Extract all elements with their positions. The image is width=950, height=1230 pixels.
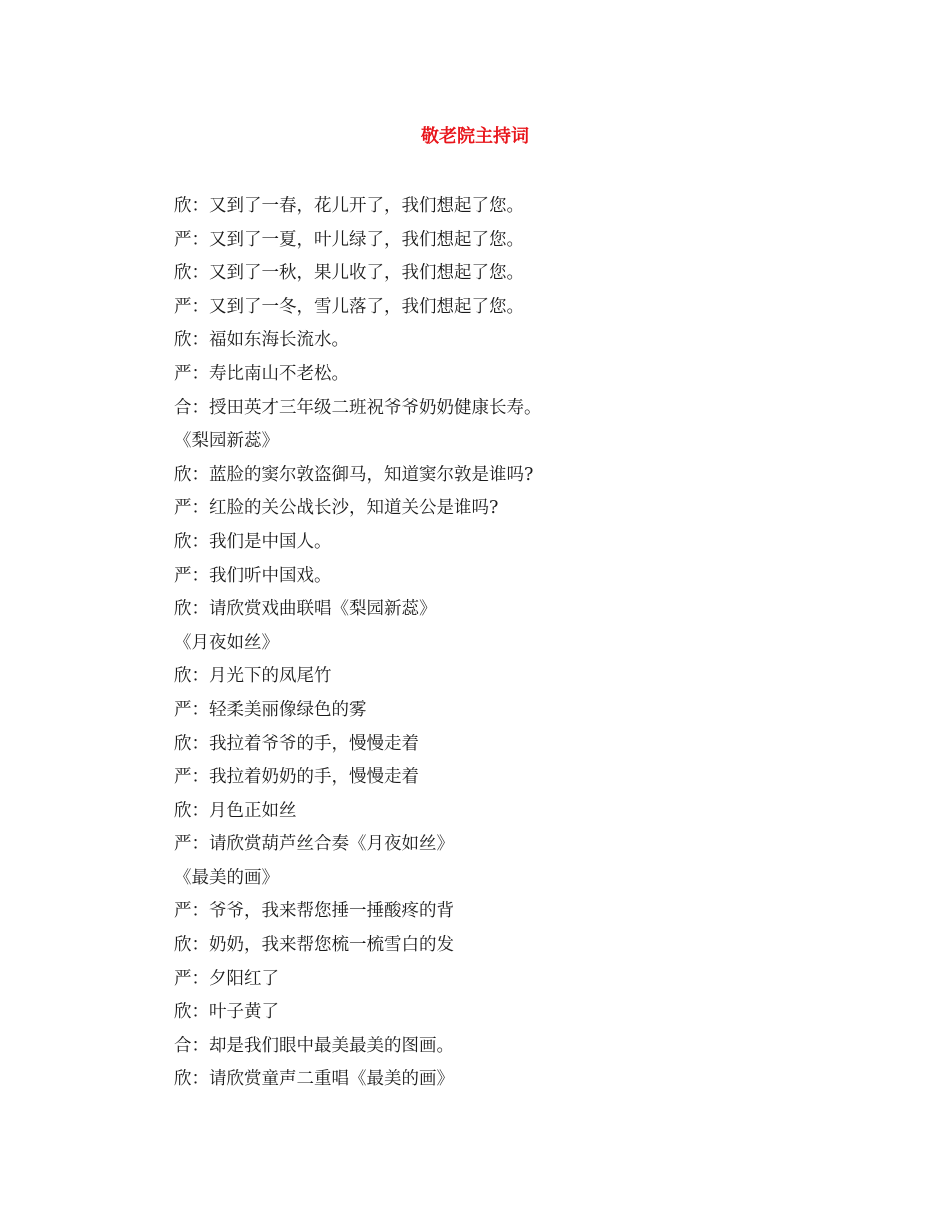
- script-line: 欣：月光下的凤尾竹: [174, 666, 332, 687]
- script-line: 欣：又到了一秋，果儿收了，我们想起了您。: [174, 263, 524, 284]
- script-line: 严：轻柔美丽像绿色的雾: [174, 699, 367, 720]
- script-line: 欣：请欣赏戏曲联唱《梨园新蕊》: [174, 599, 437, 620]
- script-line: 严：又到了一冬，雪儿落了，我们想起了您。: [174, 296, 524, 317]
- script-line: 严：爷爷，我来帮您捶一捶酸疼的背: [174, 901, 454, 922]
- script-line: 欣：蓝脸的窦尔敦盗御马，知道窦尔敦是谁吗?: [174, 464, 534, 485]
- script-line: 严：寿比南山不老松。: [174, 363, 349, 384]
- script-line: 欣：请欣赏童声二重唱《最美的画》: [174, 1069, 454, 1090]
- script-line: 欣：叶子黄了: [174, 1002, 279, 1023]
- section-heading: 《梨园新蕊》: [174, 431, 279, 452]
- script-line: 欣：奶奶，我来帮您梳一梳雪白的发: [174, 935, 454, 956]
- section-heading: 《月夜如丝》: [174, 632, 279, 653]
- script-line: 严：我们听中国戏。: [174, 565, 332, 586]
- script-line: 严：请欣赏葫芦丝合奏《月夜如丝》: [174, 834, 454, 855]
- document-title: 敬老院主持词: [421, 126, 529, 147]
- script-line: 欣：福如东海长流水。: [174, 330, 349, 351]
- script-lines: [174, 193, 874, 1100]
- script-line: 严：夕阳红了: [174, 968, 279, 989]
- script-line: 欣：又到了一春，花儿开了，我们想起了您。: [174, 196, 524, 216]
- section-heading: 《最美的画》: [174, 867, 279, 888]
- script-line: 合：授田英才三年级二班祝爷爷奶奶健康长寿。: [174, 397, 542, 418]
- script-line: 严：又到了一夏，叶儿绿了，我们想起了您。: [174, 229, 524, 250]
- script-line: 欣：我们是中国人。: [174, 531, 332, 552]
- script-line: 欣：我拉着爷爷的手，慢慢走着: [174, 733, 419, 754]
- script-line: 严：红脸的关公战长沙，知道关公是谁吗?: [174, 498, 499, 519]
- script-line: 严：我拉着奶奶的手，慢慢走着: [174, 767, 419, 788]
- script-line: 合：却是我们眼中最美最美的图画。: [174, 1035, 454, 1056]
- script-line: 欣：月色正如丝: [174, 800, 297, 821]
